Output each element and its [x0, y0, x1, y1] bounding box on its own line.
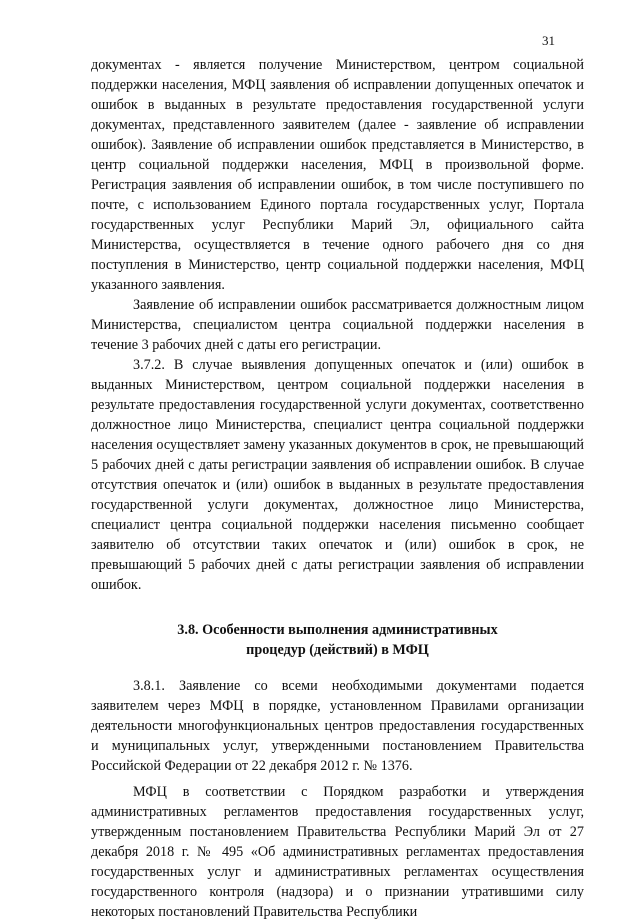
- paragraph-continuation: документах - является получение Министерством, центром социальной поддержки населения, МФЦ заявления об исправлении допущенных опечаток и ошибок в выданных в результате предоставления государственной услуги документах, представленного заявителем (далее - заявление об исправлении ошибок). Заявление об исправлении ошибок представляется в Министерство, в центр социальной поддержки населения, МФЦ в произвольной форме. Регистрация заявления об исправлении ошибок, в том числе поступившего по почте, с использованием Единого портала государственных услуг, Портала государственных услуг Республики Марий Эл, официального сайта Министерства, осуществляется в течение одного рабочего дня со дня поступления в Министерство, центр социальной поддержки населения, МФЦ указанного заявления.: [91, 57, 584, 293]
- section-heading-line: процедур (действий) в МФЦ: [246, 642, 429, 658]
- paragraph-review-period: Заявление об исправлении ошибок рассматривается должностным лицом Министерства, специалистом центра социальной поддержки населения в течение 3 рабочих дней с даты его регистрации.: [91, 297, 584, 353]
- page-number: 31: [542, 33, 555, 48]
- paragraph-3-8-1: 3.8.1. Заявление со всеми необходимыми документами подается заявителем через МФЦ в порядке, установленном Правилами организации деятельности многофункциональных центров предоставления государственных и муниципальных услуг, утвержденными постановлением Правительства Российской Федерации от 22 декабря 2012 г. № 1376.: [91, 678, 584, 774]
- paragraph-3-7-2: 3.7.2. В случае выявления допущенных опечаток и (или) ошибок в выданных Министерством, центром социальной поддержки населения в результате предоставления государственной услуги документах, соответственно должностное лицо Министерства, специалист центра социальной поддержки населения осуществляет замену указанных документов в срок, не превышающий 5 рабочих дней с даты регистрации заявления об исправлении ошибок. В случае отсутствия опечаток и (или) ошибок в выданных в результате предоставления государственной услуги документах, должностное лицо Министерства, специалист центра социальной поддержки населения письменно сообщает заявителю об отсутствии таких опечаток и (или) ошибок в срок, не превышающий 5 рабочих дней с даты регистрации заявления об исправлении ошибок.: [91, 357, 584, 593]
- paragraph-mfc-procedure: МФЦ в соответствии с Порядком разработки и утверждения административных регламентов предоставления государственных услуг, утвержденным постановлением Правительства Республики Марий Эл от 27 декабря 2018 г. № 495 «Об административных регламентах предоставления государственных услуг и административных регламентах осуществления государственного контроля (надзора) и о признании утратившими силу некоторых постановлений Правительства Республики: [91, 784, 584, 920]
- document-body: [91, 55, 584, 922]
- section-heading-3-8: [91, 620, 584, 660]
- section-heading-line: 3.8. Особенности выполнения административных: [177, 622, 498, 638]
